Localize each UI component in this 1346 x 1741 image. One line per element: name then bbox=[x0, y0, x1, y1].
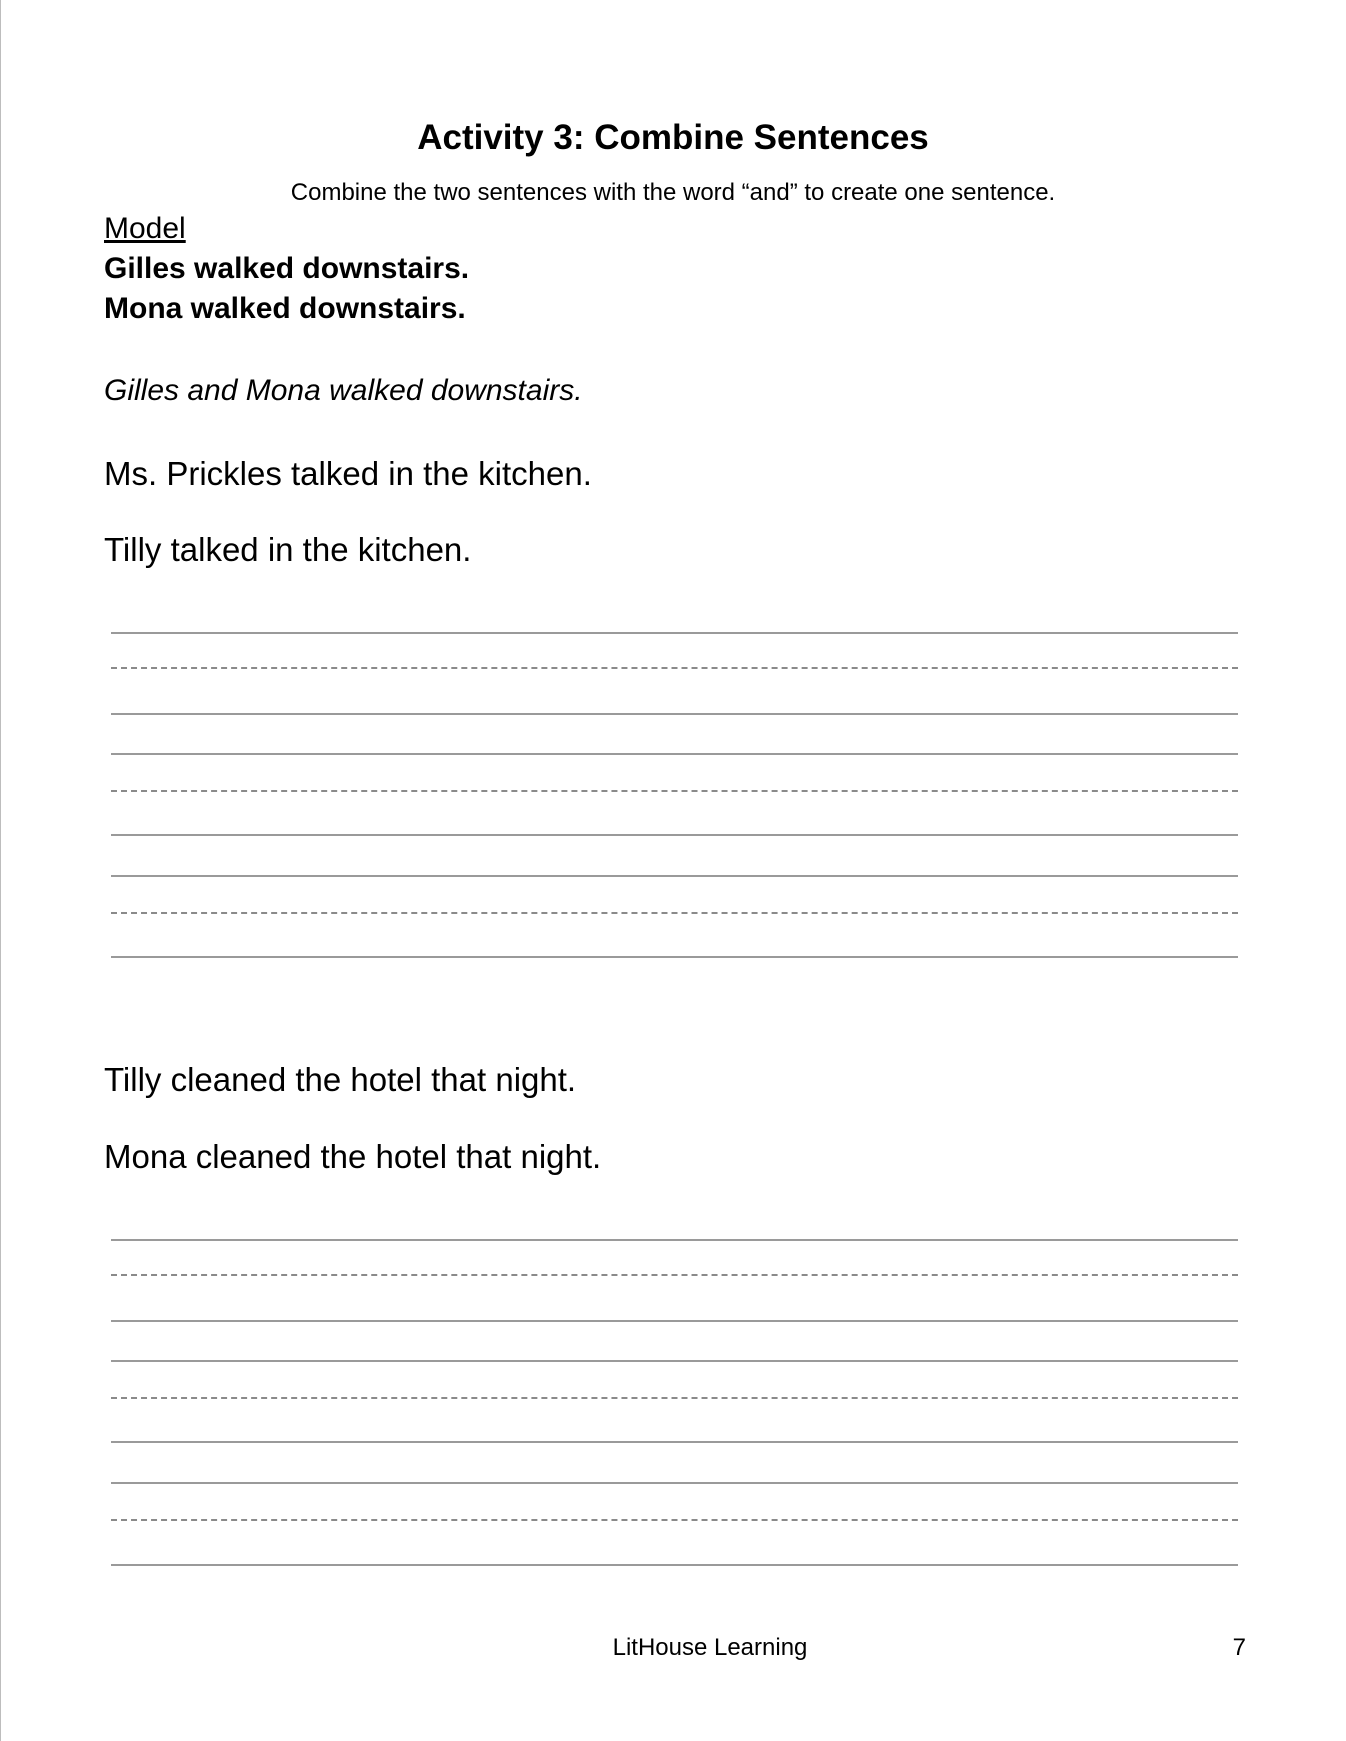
model-combined-sentence: Gilles and Mona walked downstairs. bbox=[104, 374, 583, 407]
writing-line bbox=[111, 753, 1238, 755]
activity-instructions: Combine the two sentences with the word “and” to create one sentence. bbox=[290, 179, 1056, 206]
model-sentence-1: Gilles walked downstairs. bbox=[104, 252, 470, 285]
writing-midline bbox=[111, 1274, 1238, 1276]
writing-line bbox=[111, 875, 1238, 877]
writing-midline bbox=[111, 1519, 1238, 1521]
writing-line bbox=[111, 1360, 1238, 1362]
footer-brand: LitHouse Learning bbox=[612, 1634, 808, 1661]
writing-line bbox=[111, 1320, 1238, 1322]
page-number: 7 bbox=[1232, 1634, 1246, 1661]
model-sentence-2: Mona walked downstairs. bbox=[104, 292, 466, 325]
writing-midline bbox=[111, 667, 1238, 669]
writing-line bbox=[111, 1441, 1238, 1443]
writing-line bbox=[111, 1239, 1238, 1241]
writing-line bbox=[111, 834, 1238, 836]
writing-midline bbox=[111, 912, 1238, 914]
writing-line bbox=[111, 1482, 1238, 1484]
page-edge bbox=[0, 0, 1, 1741]
writing-line bbox=[111, 1564, 1238, 1566]
exercise-2-sentence-1: Tilly cleaned the hotel that night. bbox=[104, 1061, 577, 1098]
writing-midline bbox=[111, 1397, 1238, 1399]
activity-title: Activity 3: Combine Sentences bbox=[417, 118, 929, 157]
exercise-1-sentence-1: Ms. Prickles talked in the kitchen. bbox=[104, 455, 592, 492]
writing-line bbox=[111, 956, 1238, 958]
exercise-1-sentence-2: Tilly talked in the kitchen. bbox=[104, 531, 472, 568]
model-label: Model bbox=[104, 212, 186, 245]
writing-midline bbox=[111, 790, 1238, 792]
writing-line bbox=[111, 632, 1238, 634]
exercise-2-sentence-2: Mona cleaned the hotel that night. bbox=[104, 1138, 602, 1175]
writing-line bbox=[111, 713, 1238, 715]
